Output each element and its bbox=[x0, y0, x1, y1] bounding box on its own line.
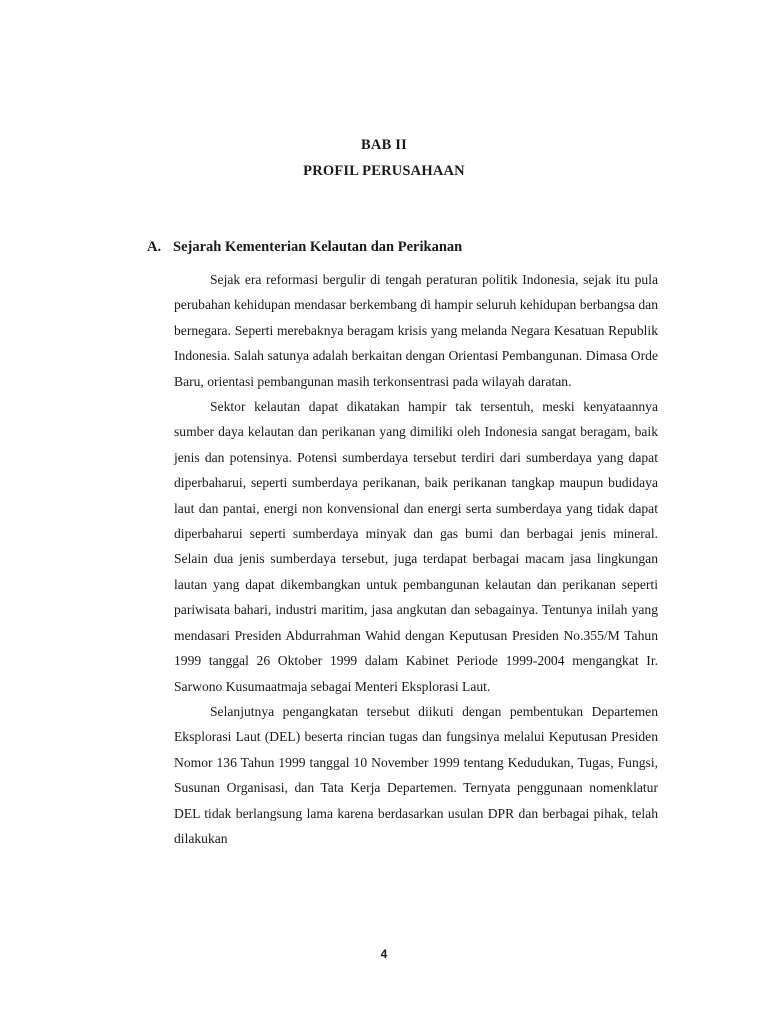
body-text bbox=[174, 267, 658, 851]
section-title: Sejarah Kementerian Kelautan dan Perikanan bbox=[173, 239, 463, 255]
paragraph: Sejak era reformasi bergulir di tengah peraturan politik Indonesia, sejak itu pula perubahan kehidupan mendasar berkembang di hampir seluruh kehidupan berbangsa dan bernegara. Seperti merebaknya beragam krisis yang melanda Negara Kesatuan Republik Indonesia. Salah satunya adalah berkaitan dengan Orientasi Pembangunan. Dimasa Orde Baru, orientasi pembangunan masih terkonsentrasi pada wilayah daratan. bbox=[174, 272, 658, 389]
section-letter: A. bbox=[147, 239, 162, 255]
paragraph: Sektor kelautan dapat dikatakan hampir tak tersentuh, meski kenyataannya sumber daya kelautan dan perikanan yang dimiliki oleh Indonesia sangat beragam, baik jenis dan potensinya. Potensi sumberdaya tersebut terdiri dari sumberdaya yang dapat diperbaharui, seperti sumberdaya perikanan, baik perikanan tangkap maupun budidaya laut dan pantai, energi non konvensional dan energi serta sumberdaya yang tidak dapat diperbaharui seperti sumberdaya minyak dan gas bumi dan berbagai jenis mineral. Selain dua jenis sumberdaya tersebut, juga terdapat berbagai macam jasa lingkungan lautan yang dapat dikembangkan untuk pembangunan kelautan dan perikanan seperti pariwisata bahari, industri maritim, jasa angkutan dan sebagainya. Tentunya inilah yang mendasari Presiden Abdurrahman Wahid dengan Keputusan Presiden No.355/M Tahun 1999 tanggal 26 Oktober 1999 dalam Kabinet Periode 1999-2004 mengangkat Ir. Sarwono Kusumaatmaja sebagai Menteri Eksplorasi Laut. bbox=[174, 399, 658, 694]
page-number: 4 bbox=[380, 947, 388, 961]
paragraph: Selanjutnya pengangkatan tersebut diikuti dengan pembentukan Departemen Eksplorasi Laut (DEL) beserta rincian tugas dan fungsinya melalui Keputusan Presiden Nomor 136 Tahun 1999 tanggal 10 November 1999 tentang Kedudukan, Tugas, Fungsi, Susunan Organisasi, dan Tata Kerja Departemen. Ternyata penggunaan nomenklatur DEL tidak berlangsung lama karena berdasarkan usulan DPR dan berbagai pihak, telah dilakukan bbox=[174, 703, 658, 846]
chapter-title: PROFIL PERUSAHAAN bbox=[303, 163, 465, 179]
chapter-number: BAB II bbox=[361, 137, 407, 153]
section-heading bbox=[147, 239, 462, 256]
